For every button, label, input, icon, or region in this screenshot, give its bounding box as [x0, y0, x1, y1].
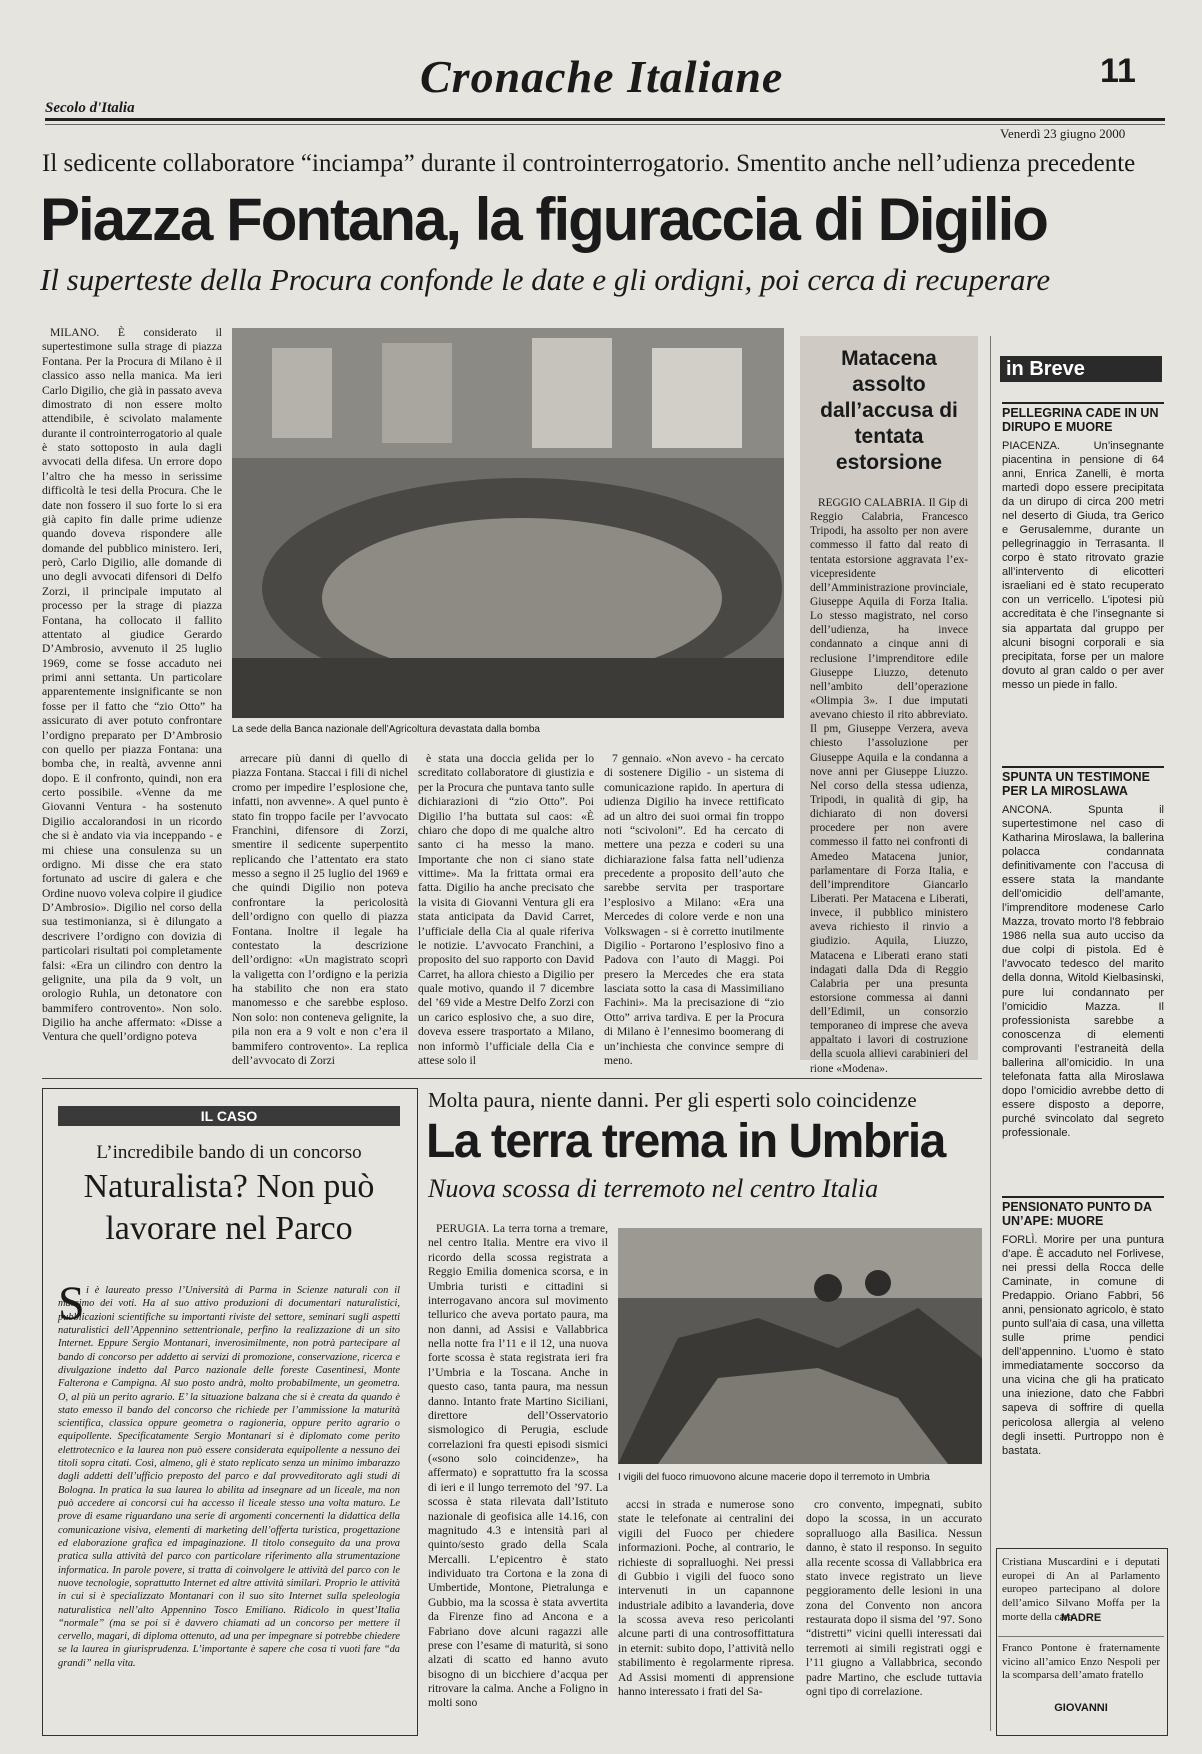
masthead-rule	[45, 118, 1165, 121]
lead-col3-text: è stata una doccia gelida per lo screditato collaboratore di giustizia e per la Procura che puntava tanto sulle dichiarazioni di “zio Otto”. Poi Digilio l’ha buttata sul caos: «È chiaro che dopo di me qualche altro santo ci ha messo la mano. Importante che non ci siano state vittime». Ma la frittata ormai era fatta. Digilio ha anche precisato che la visita di Giovanni Ventura gli era stata anticipata da David Carret, l’ufficiale della Cia al quale riferiva le notizie. L’avvocato Franchini, a proposito del suo rapporto con David Carret, ha allora chiesto a Digilio per quale motivo, quando il 7 dicembre del ’69 vide a Mestre Delfo Zorzi con un carico esplosivo che, a suo dire, doveva essere trasportato a Milano, non informò l’ufficiale della Cia e attese solo il	[418, 752, 594, 1067]
umbria-subhead: Nuova scossa di terremoto nel centro Italia	[428, 1174, 879, 1203]
caso-kicker: L’incredibile bando di un concorso	[96, 1142, 362, 1163]
matacena-body	[810, 496, 968, 1075]
umbria-column-2	[618, 1498, 794, 1734]
umbria-headline: La terra trema in Umbria	[426, 1115, 945, 1168]
lead-kicker: Il sedicente collaboratore “inciampa” durante il controinterrogatorio. Smentito anche nell’udienza precedente	[42, 150, 1136, 177]
bank-photo-image	[232, 328, 784, 718]
notice-2-name: GIOVANNI	[1054, 1702, 1108, 1714]
caso-label: IL CASO	[58, 1106, 400, 1126]
umbria-col3-text: cro convento, impegnati, subito dopo la scossa, in un accurato sopralluogo alla Basilica. Nessun danno, è stato il responso. In seguito alla recente scossa di Vallabbrica era stato invece registrato un lieve peggioramento delle lesioni in una zona del Convento non ancora restaurata dopo il sisma del ’97. Sono “distretti” vicini quelli interessati dai terremoti ai simili registrati oggi e l’11 giugno a Vallabbrica, secondo padre Martino, che esclude tuttavia ogni tipo di correlazione.	[806, 1498, 982, 1698]
page-number: 11	[1100, 52, 1136, 90]
lead-col2-text: arrecare più danni di quello di piazza Fontana. Staccai i fili di nichel cromo per impedire l’esplosione che, infatti, non avvenne». A quel punto è stato fin troppo facile per l’avvocato Franchini, difensore di Zorzi, smentire il sedicente superpentito replicando che l’attentato era stato messo a segno il 25 luglio del 1969 e che quindi Digilio non poteva confrontare la pericolosità dell’ordigno con quello di piazza Fontana. Inoltre il legale ha contestato la descrizione dell’ordigno: «Un magistrato scoprì la valigetta con l’ordigno e la perizia ha stabilito che non era stato manomesso e che sarebbe esploso. Non solo: non conteneva gelignite, la pila non era a 9 volt e non c’era il bammifero controvento». La replica dell’avvocato di Zorzi	[232, 752, 408, 1067]
brief-item-1	[1002, 402, 1164, 762]
lead-headline: Piazza Fontana, la figuraccia di Digilio	[40, 186, 1047, 253]
notice-2: Franco Pontone è fraternamente vicino all’amico Enzo Nespoli per la scomparsa dell’amato fratello	[1002, 1642, 1160, 1682]
caso-headline: Naturalista? Non può lavorare nel Parco	[83, 1168, 375, 1248]
umbria-photo-image	[618, 1228, 982, 1464]
issue-date: Venerdì 23 giugno 2000	[1000, 126, 1126, 141]
lead-photo-caption: La sede della Banca nazionale dell’Agricoltura devastata dalla bomba	[232, 724, 540, 735]
notice-divider	[998, 1636, 1164, 1637]
umbria-column-3	[806, 1498, 982, 1734]
lead-column-3	[418, 752, 594, 1067]
section-title: Cronache Italiane	[420, 51, 784, 102]
paper-name: Secolo d'Italia	[45, 100, 135, 116]
brief-title-3: PENSIONATO PUNTO DA UN’APE: MUORE	[1002, 1196, 1164, 1229]
umbria-kicker: Molta paura, niente danni. Per gli esperti solo coincidenze	[428, 1088, 917, 1112]
brief-item-2	[1002, 766, 1164, 1186]
lead-col4-text: 7 gennaio. «Non avevo - ha cercato di sostenere Digilio - un sistema di comunicazione rapido. In apertura di udienza Digilio ha invece rettificato ad un altro dei suoi ormai fin troppo noti “scivoloni”. Ed ha cercato di mettere una pezza e coderi su una dichiarazione falsa fatta nell’udienza precedente a proposito dell’auto che sarebbe servita per trasportare l’esplosivo a Milano: «Era una Mercedes di colore verde e non una Volkswagen - si è corretto inutilmente Digilio - Portarono l’esplosivo fino a Padova con l’auto di Maggi. Poi presero la Mercedes che era stata lasciata sotto la casa di Massimiliano Fachini». Ma la precisazione di “zio Otto” arriva tardiva. E per la Procura di Milano è l’ennesimo boomerang di un’inchiesta che convince sempre di meno.	[604, 752, 784, 1067]
brief-text-1: PIACENZA. Un’insegnante piacentina in pensione di 64 anni, Enrica Zanelli, è morta martedì dopo essere precipitata da un dirupo di circa 200 metri nel deserto di Giuda, tra Gerico e Gerusalemme, durante un pellegrinaggio in Terrasanta. Il corpo è stato ritrovato grazie all’intervento di elicotteri israeliani ed è stato recuperato con un verricello. L’ipotesi più accreditata è che l’insegnante si sia appartata dal gruppo per alcuni bisogni corporali e sia precipitata, forse per un malore dovuto al gran caldo o per aver messo un piede in fallo.	[1002, 439, 1164, 691]
brief-item-3	[1002, 1196, 1164, 1536]
notice-1: Cristiana Muscardini e i deputati europei di An al Parlamento europeo partecipano al dolore dell’amico Silvano Moffa per la morte della cara	[1002, 1556, 1160, 1623]
umbria-col1-text: PERUGIA. La terra torna a tremare, nel centro Italia. Mentre era vivo il ricordo della scossa registrata a Reggio Emilia domenica scorsa, e in Umbria turisti e cittadini si interrogavano ancora sul movimento tellurico che aveva portato paura, ma non danni, ad Assisi e Vallabbrica nella notte fra l’11 e il 12, una nuova forte scossa è stata registrata ieri fra l’Umbria e la Toscana. Anche in questo caso, tanta paura, ma nessun danno. Intanto frate Martino Siciliani, direttore dell’Osservatorio sismologico di Perugia, esclude correlazioni fra questi episodi sismici («sono solo coincidenze», ha affermato) e soprattutto fra la scossa di ieri e il lungo terremoto del ’97. La scossa è stata rilevata dall’Istituto nazionale di geofisica alle 14.16, con magnitudo 4.3 e intensità pari al quinto/sesto grado della Scala Mercalli. L’epicentro è stato individuato tra Cortona e la zona di Umbertide, Montone, Pietralunga e Gubbio, ma la scossa è stata avvertita da Firenze fino ad Ancona e a Fabriano dove alcuni ragazzi alle prese con l’esame di maturità, si sono alzati di scatto ed hanno avuto bisogno di un bicchiere d’acqua per ritrovare la calma. Anche a Foligno in molti sono	[428, 1222, 608, 1710]
umbria-photo	[618, 1228, 982, 1464]
page-divider	[42, 1078, 982, 1079]
bank-photo	[232, 328, 784, 718]
brief-text-2: ANCONA. Spunta il supertestimone nel caso di Katharina Miroslawa, la ballerina polacca condannata definitivamente con l’accusa di essere stata la mandante dell’omicidio dell’amante, l’imprenditore modenese Carlo Mazza, trovato morto l’8 febbraio 1986 nella sua auto ucciso da due colpi di pistola. Ed è l’avvocato tedesco del marito della donna, Witold Kielbasinski, pure lui condannato per l’omicidio Mazza. Il professionista sarebbe a conoscenza di elementi comprovanti l’estraneità della ballerina all’omicidio. In una telefonata fatta alla Miroslawa dopo l’omicidio avrebbe detto di essere disposto a deporre, purché svincolato dal segreto professionale.	[1002, 803, 1164, 1140]
brief-text-3: FORLÌ. Morire per una puntura d’ape. È accaduto nel Forlivese, nei pressi della Rocca delle Caminate, in comune di Predappio. Oriano Fabbri, 56 anni, pensionato agricolo, è stato punto sull’aia di casa, una villetta sulle prime pendici dell’appennino. L’uomo è stato immediatamente soccorso da una vicina che gli ha praticato una iniezione, dato che Fabbri sapeva di soffrire di quella pericolosa allergia al veleno degli insetti. Purtroppo non è bastata.	[1002, 1233, 1164, 1457]
matacena-text: REGGIO CALABRIA. Il Gip di Reggio Calabria, Francesco Tripodi, ha assolto per non avere commesso il fatto dal reato di tentata estorsione aggravata l’ex-vicepresidente dell’Amministrazione provinciale, Giuseppe Aquila di Forza Italia. Lo stesso magistrato, nel corso dell’udienza, ha invece condannato a cinque anni di reclusione l’imprenditore edile Giuseppe Liuzzo, detenuto nell’ambito dell’operazione «Olimpia 3». I due imputati avevano chiesto il rito abbreviato. Il pm, Giuseppe Verzera, aveva chiesto l’assoluzione per Giuseppe Aquila e la condanna a nove anni per Giuseppe Liuzzo. Nel corso della stessa udienza, Tripodi, in qualità di gip, ha dichiarato di non doversi procedere per non avere commesso il fatto nei confronti di Amedeo Matacena junior, parlamentare di Forza Italia, e dell’imprenditore Giancarlo Liberati. Per Matacena e Liberati, invece, il pubblico ministero aveva richiesto il rinvio a giudizio. Aquila, Liuzzo, Matacena e Liberati erano stati indagati dalla Dda di Reggio Calabria per una presunta estorsione commessa ai danni dell’Edimil, un consorzio temporaneo di imprese che aveva appaltato i lavori di costruzione della scuola allievi carabinieri del rione «Modena».	[810, 497, 968, 1075]
inbreve-label: in Breve	[1000, 356, 1162, 382]
lead-column-2	[232, 752, 408, 1067]
matacena-headline: Matacena assolto dall’accusa di tentata estorsione	[820, 347, 958, 475]
notice-1-name: MADRE	[1060, 1612, 1102, 1624]
umbria-photo-caption: I vigili del fuoco rimuovono alcune macerie dopo il terremoto in Umbria	[618, 1472, 930, 1483]
lead-column-4	[604, 752, 784, 1067]
caso-body: i è laureato presso l’Università di Parma in Scienze naturali con il massimo dei voti. Ha al suo attivo produzioni di documentari naturalistici, pubblicazioni scientifiche su importanti riviste del settore, seminari sugli aspetti naturalistici dell’Appennino settentrionale, perfino la realizzazione di un sito Internet. Eppure Sergio Montanari, inverosimilmente, non potrà partecipare al bando di concorso per addetto ai servizi di promozione, conservazione, ricerca e divulgazione indetto dal Parco nazionale delle foreste Casentinesi, Monte Falterona e Campigna. Al suo posto andrà, molto probabilmente, un geometra. O, al più un perito agrario. E’ la situazione balzana che si è creata da quando è stato emesso il bando del concorso che richiede per l’ammissione la maturità scientifica, classica oppure geometra o ragioneria, oppure perito agrario o equipollente. Specificatamente Sergio Montanari si è diplomato come perito elettrotecnico e la laurea non può essere considerata equipollente a nessuno dei titoli sopra citati. Così, almeno, gli è stato replicato senza un minimo imbarazzo dagli addetti dell’ufficio preposto del parco e dal provveditorato agli studi di Bologna. In pratica la sua laurea lo abilita ad insegnare ad un liceale, ma non può accedere ai concorsi cui ha accesso il liceale stesso una volta maturo. Le prove di esame riguardano una serie di argomenti concernenti la didattica della comunicazione visiva, elementi di marketing dell’offerta turistica, progettazione ed elaborazione grafica ed impaginazione. Il titolo conseguito da una prova pratica sulla attività del parco con particolare riferimento alla strumentazione informatica. In parole povere, si tratta di coinvolgere le attività del parco con le nuove tecnologie, soprattutto Internet ed altre attività similari. Proprio le attività in cui si è specializzato Montanari con il suo sito Internet sulla speleologia naturalistica nell’alto Appennino Tosco Emiliano. Ridicolo in quest’Italia “normale” (ma se poi si è davvero chiamati ad un concorso per mettere il cervello, magari, di diploma ottenuto, ad una per impegnare si potrebbe chiedere se la laurea in giurisprudenza. L’importante è sapere che cosa ti vuoti fare “da grandi” nella vita.	[58, 1285, 400, 1669]
brief-title-2: SPUNTA UN TESTIMONE PER LA MIROSLAWA	[1002, 766, 1164, 799]
caso-dropcap: S	[58, 1277, 85, 1330]
brief-divider	[990, 336, 991, 1731]
lead-subhead: Il superteste della Procura confonde le date e gli ordigni, poi cerca di recuperare	[40, 262, 1051, 297]
lead-column-1	[42, 326, 222, 1061]
umbria-column-1	[428, 1222, 608, 1734]
masthead-rule-thin	[45, 124, 1165, 125]
brief-title-1: PELLEGRINA CADE IN UN DIRUPO E MUORE	[1002, 402, 1164, 435]
umbria-col2-text: accsi in strada e numerose sono state le telefonate ai centralini dei vigili del Fuoco per chiedere informazioni. Poche, al contrario, le richieste di sopralluoghi. Nei pressi di Gubbio i vigili del fuoco sono intervenuti in un capannone industriale adibito a lavanderia, dove la scossa aveva reso pericolanti alcune parti di una controsoffittatura in eternit: subito dopo, l’attività nello stabilimento è regolarmente ripresa. Ad Assisi momenti di apprensione hanno interessato i frati del Sa-	[618, 1498, 794, 1698]
lead-col1-text: MILANO. È considerato il supertestimone sulla strage di piazza Fontana. Per la Procura di Milano è il classico asso nella manica. Ma ieri Carlo Digilio, che già in passato aveva dimostrato di non essere molto attendibile, è scivolato malamente durante il controinterrogatorio al quale è stato sottoposto in aula dagli avvocati della difesa. Un errore dopo l’altro che ha messo in serissime difficoltà le tesi della Procura. Che le date non fossero il suo forte lo si era già capito fin dalle prime udienze quando doveva rispondere alle domande del pubblico ministero. Ieri, però, Carlo Digilio, alle domande di uno degli avvocati difensori di Delfo Zorzi, il principale imputato al processo per la strage di piazza Fontana, ha collocato il fallito attentato al giudice Gerardo D’Ambrosio, avvenuto il 25 luglio 1969, come se fosse accaduto nei primi anni settanta. Un particolare apparentemente insignificante se non fosse per il fatto che “zio Otto” ha assicurato di aver potuto confrontare l’ordigno preparato per D’Ambrosio con quello per piazza Fontana: una bomba che, in realtà, avvenne anni dopo. E il confronto, quindi, non era certo possibile. «Venne da me Giovanni Ventura - ha sostenuto Digilio accalorandosi in un ricordo che si è andato via via inceppando - e mi chiese una consulenza su un ordigno. Mi disse che era stato fortunato ad uscire di galera e che Ordine nuovo voleva colpire il giudice D’Ambrosio». Digilio nel corso della sua testimonianza, si è dilungato a descrivere l’ordigno con dovizia di particolari risultati poi completamente falsi: «Era un cilindro con dentro la gelignite, una pila da 9 volt, un orologio Ruhla, un detonatore con bammifero controvento». Non solo. Digilio ha anche affermato: «Disse a Ventura che quell’ordigno poteva	[42, 326, 222, 1044]
